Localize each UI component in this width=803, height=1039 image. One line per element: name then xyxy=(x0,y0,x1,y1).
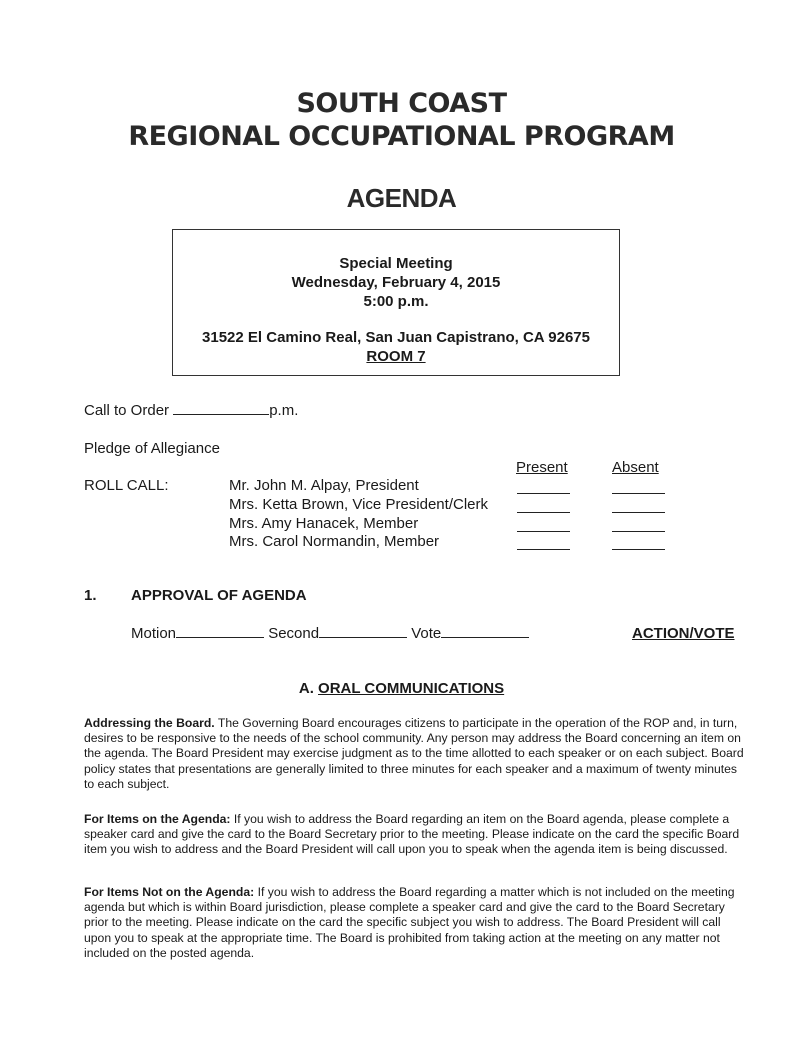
roll-call-member: Mr. John M. Alpay, President xyxy=(229,477,419,494)
call-to-order-label: Call to Order xyxy=(84,402,170,419)
paragraph-items-on-agenda xyxy=(84,812,744,858)
paragraph-heading: Addressing the Board. xyxy=(84,716,215,730)
roll-call-member: Mrs. Amy Hanacek, Member xyxy=(229,515,419,532)
meeting-time: 5:00 p.m. xyxy=(363,293,429,310)
roll-call-member: Mrs. Carol Normandin, Member xyxy=(229,533,440,550)
absent-header: Absent xyxy=(612,459,659,476)
call-to-order xyxy=(84,402,298,419)
motion-blank[interactable] xyxy=(176,625,264,638)
roll-call-member: Mrs. Ketta Brown, Vice President/Clerk xyxy=(229,496,488,513)
paragraph-heading: For Items Not on the Agenda: xyxy=(84,885,255,899)
document-title: AGENDA xyxy=(346,183,457,213)
meeting-info-box xyxy=(172,229,620,376)
paragraph-heading: For Items on the Agenda: xyxy=(84,812,231,826)
motion-row xyxy=(131,625,529,642)
call-to-order-suffix: p.m. xyxy=(269,402,299,419)
present-blank-brown[interactable] xyxy=(517,500,570,513)
vote-blank[interactable] xyxy=(441,625,529,638)
item-number: 1. xyxy=(84,587,97,604)
motion-label: Motion xyxy=(131,625,177,642)
absent-blank-alpay[interactable] xyxy=(612,481,665,494)
present-blank-hanacek[interactable] xyxy=(517,519,570,532)
present-blank-alpay[interactable] xyxy=(517,481,570,494)
absent-blank-normandin[interactable] xyxy=(612,537,665,550)
meeting-date: Wednesday, February 4, 2015 xyxy=(291,274,501,291)
paragraph-text: If you wish to address the Board regarding an item on the Board agenda, please complete a speaker card and give the card to the Board Secretary prior to the meeting. Please indicate on the card the specific Board item you wish to address and the Board President will call upon you to speak when the agenda item is being discussed. xyxy=(84,812,740,857)
section-a-heading xyxy=(0,680,803,697)
org-name-line1: SOUTH COAST xyxy=(296,88,507,119)
section-a-letter: A. xyxy=(298,680,314,697)
second-blank[interactable] xyxy=(319,625,407,638)
item-title: APPROVAL OF AGENDA xyxy=(131,587,307,604)
section-a-title: ORAL COMMUNICATIONS xyxy=(318,680,505,697)
meeting-address: 31522 El Camino Real, San Juan Capistrano, CA 92675 xyxy=(202,329,590,346)
paragraph-text: The Governing Board encourages citizens to participate in the operation of the ROP and, in turn, desires to be responsive to the needs of the school community. Any person may address the Board concerning an item on the agenda. The Board President may exercise judgment as to the time allotted to each speaker or on each subject. Board policy states that presentations are generally limited to three minutes for each speaker and a maximum of twenty minutes to each subject. xyxy=(84,716,744,791)
present-blank-normandin[interactable] xyxy=(517,537,570,550)
meeting-type: Special Meeting xyxy=(339,255,453,272)
meeting-room: ROOM 7 xyxy=(366,348,426,365)
roll-call-label: ROLL CALL: xyxy=(84,477,169,494)
paragraph-text: If you wish to address the Board regarding a matter which is not included on the meeting agenda but which is within Board jurisdiction, please complete a speaker card and give the card to the Board Secretary prior to the meeting. Please indicate on the card the specific subject you wish to address. The Board President will call upon you to speak at the appropriate time. The Board is prohibited from taking action at the meeting on any matter not included on the posted agenda. xyxy=(84,885,735,960)
pledge-of-allegiance: Pledge of Allegiance xyxy=(84,440,220,457)
org-name-line2: REGIONAL OCCUPATIONAL PROGRAM xyxy=(128,121,675,152)
paragraph-items-not-on-agenda xyxy=(84,885,744,961)
second-label: Second xyxy=(268,625,320,642)
vote-label: Vote xyxy=(411,625,442,642)
call-to-order-time-blank[interactable] xyxy=(173,402,269,415)
paragraph-addressing-board xyxy=(84,716,744,792)
action-vote-label: ACTION/VOTE xyxy=(632,625,735,642)
absent-blank-hanacek[interactable] xyxy=(612,519,665,532)
present-header: Present xyxy=(516,459,568,476)
absent-blank-brown[interactable] xyxy=(612,500,665,513)
